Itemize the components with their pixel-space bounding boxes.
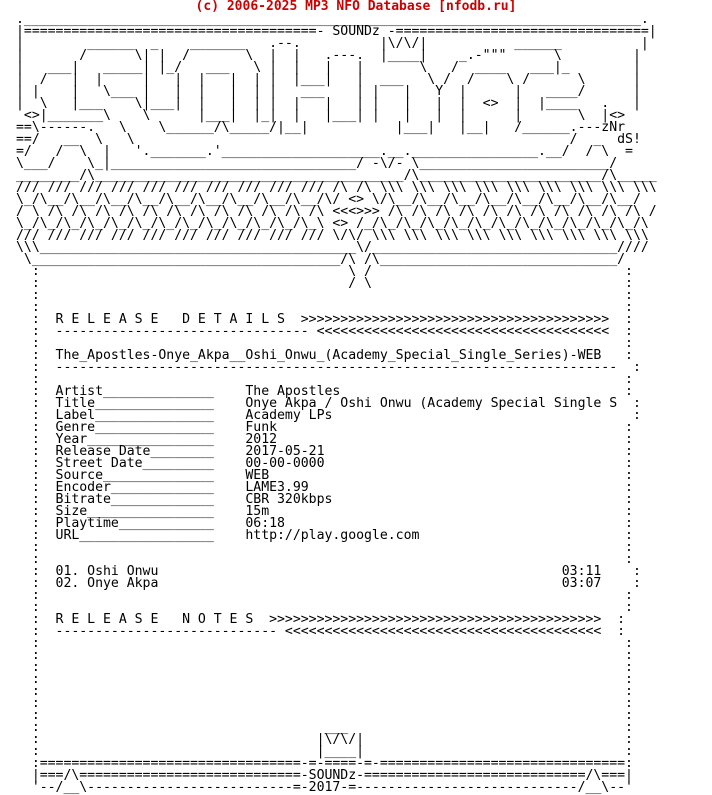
nfo-line: | ______ _ _______ .--. |\/\/| ______ | (16, 36, 649, 51)
nfo-line: : Release Date________ 2017-05-21 : (16, 444, 633, 459)
nfo-line: : : (16, 552, 633, 567)
nfo-line: \___/ \_|_______________________________/ -\/- \________________________/ (16, 156, 618, 171)
nfo-line: \_______________________________________/\ /\______________________________/ (16, 252, 626, 267)
nfo-line: : The_Apostles-Onye_Akpa__Oshi_Onwu_(Academy_Special_Single_Series)-WEB : (16, 348, 633, 363)
nfo-line: : 02. Onye Akpa 03:07 : (16, 576, 641, 591)
nfo-line: : Street Date_________ 00-00-0000 : (16, 456, 633, 471)
nfo-line: : ___ : (16, 720, 633, 735)
nfo-line: : : (16, 696, 633, 711)
nfo-line: : Artist______________ The Apostles : (16, 384, 633, 399)
nfo-line: : : (16, 372, 633, 387)
nfo-line: : Encoder_____________ LAME3.99 : (16, 480, 633, 495)
nfo-line: : : (16, 336, 633, 351)
nfo-line: : : (16, 660, 633, 675)
nfo-line: : : (16, 672, 633, 687)
nfo-line: : : (16, 600, 633, 615)
nfodb-site-header[interactable]: (c) 2006-2025 MP3 NFO Database [nfodb.ru] (195, 0, 517, 14)
nfo-line: \_/\_/\_/\_/\_/\_/\_/\_/\_/\_/\_/\_/\_\ <> /_/\_/\_/\_/\_/\_/\_/\_/\_/\_/\_/\_/\ (16, 216, 649, 231)
nfo-line: : 01. Oshi Onwu 03:11 : (16, 564, 641, 579)
nfo-line: : Title_______________ Onye Akpa / Oshi Onwu (Academy Special Single S : (16, 396, 641, 411)
nfo-line: <>|_______\ \ |___| |_| | |___| | | | | | \ |<> (16, 108, 633, 123)
nfo-line: \\\________________________________________\/_______________________________//// (16, 240, 649, 255)
nfo-line: : ---------------------------- <<<<<<<<<<<<<<<<<<<<<<<<<<<<<<<<<<<<<<<< : (16, 624, 626, 639)
nfo-line: : URL_________________ http://play.google.com : (16, 528, 633, 543)
nfo-line: /// /// /// /// /// /// /// /// /// /// \/\/ \\\ \\\ \\\ \\\ \\\ \\\ \\\ \\\ \\\ (16, 228, 649, 243)
nfo-line: =/ / \ | '._______.'____________________.__.________________.__/ / \ = (16, 144, 633, 159)
nfo-line: : |____| : (16, 744, 633, 759)
nfo-line: | | | \___ | | | | | | ___ | | | Y | | ____/ | (16, 84, 641, 99)
nfo-line: : : (16, 636, 633, 651)
nfo-line: : ----------------------------------------------------------------------- : (16, 360, 641, 375)
nfo-line: : Year________________ 2012 : (16, 432, 633, 447)
nfo-line: :=================================-=-====-=-===============================: (16, 756, 633, 771)
nfo-line: | / | | | | | | | | |___| | ___ \ / / \ / \ | (16, 72, 641, 87)
nfo-line: : Playtime____________ 06:18 : (16, 516, 633, 531)
nfo-line: : Source______________ WEB : (16, 468, 633, 483)
nfo-line: | ___| _____| |_/ ___ \ | | | | \ / ____ ___|_ | (16, 60, 641, 75)
nfo-line: '--/__\--------------------------=-2017-=----------------------------/__\--' (16, 780, 633, 795)
nfo-line: : \ / : (16, 264, 633, 279)
nfo-line: : : (16, 300, 633, 315)
nfo-line: : / \ : (16, 276, 633, 291)
nfo-line: : Size________________ 15m : (16, 504, 633, 519)
nfo-line: : Bitrate_____________ CBR 320kbps : (16, 492, 633, 507)
nfo-line: : R E L E A S E D E T A I L S >>>>>>>>>>>>>>>>>>>>>>>>>>>>>>>>>>>>>>> : (16, 312, 633, 327)
nfo-line: |===/\============================-SOUNDz-============================/\===| (16, 768, 633, 783)
nfo-line: : Genre_______________ Funk : (16, 420, 633, 435)
nfo-line: : : (16, 708, 633, 723)
nfo-line: ==\------. \ \______/\_____/|__| |___| |__| /______.---zNr (16, 120, 626, 135)
nfo-line: /// /// /// /// /// /// /// /// /// /// /\ /\ \\\ \\\ \\\ \\\ \\\ \\\ \\\ \\\ \\\ (16, 180, 657, 195)
nfo-line: |=====================================- SOUNDz -================================| (16, 24, 657, 39)
nfo-line: : Label_______________ Academy LPs : (16, 408, 641, 423)
nfo-line: : R E L E A S E N O T E S >>>>>>>>>>>>>>>>>>>>>>>>>>>>>>>>>>>>>>>>>> : (16, 612, 626, 627)
nfo-line: : : (16, 648, 633, 663)
nfo-line: ________/\_______________________________________/\_______________________/\_____ (16, 168, 657, 183)
nfo-text-content (16, 14, 657, 794)
nfo-line: ==/ __ \ \ / _ dS! (16, 132, 641, 147)
nfo-line: : : (16, 684, 633, 699)
nfo-line: | \ |___ \|___| | | | | | | | | | | | <> | |____ . | (16, 96, 641, 111)
nfo-line: | / \| | / \ | | .---. |____| _.-""" \ | (16, 48, 641, 63)
nfo-line: / \ /\ /\ /\ /\ /\ /\ /\ /\ /\ /\ /\ /\ <<<>>> /\ /\ /\ /\ /\ /\ /\ /\ /\ /\ /\ / (16, 204, 657, 219)
nfo-line: : : (16, 540, 633, 555)
nfo-line: .______________________________________________________________________________. (16, 12, 649, 27)
nfo-line: : : (16, 588, 633, 603)
nfo-line: : -------------------------------- <<<<<<<<<<<<<<<<<<<<<<<<<<<<<<<<<<<<< : (16, 324, 633, 339)
nfo-line: : : (16, 288, 633, 303)
nfo-line: \_/\__/\__/\__/\__/\__/\__/\__/\__/\__/\/ <> \/\__/\__/\__/\__/\__/\__/\__/\__/ (16, 192, 641, 207)
nfo-line: : |\/\/| : (16, 732, 633, 747)
